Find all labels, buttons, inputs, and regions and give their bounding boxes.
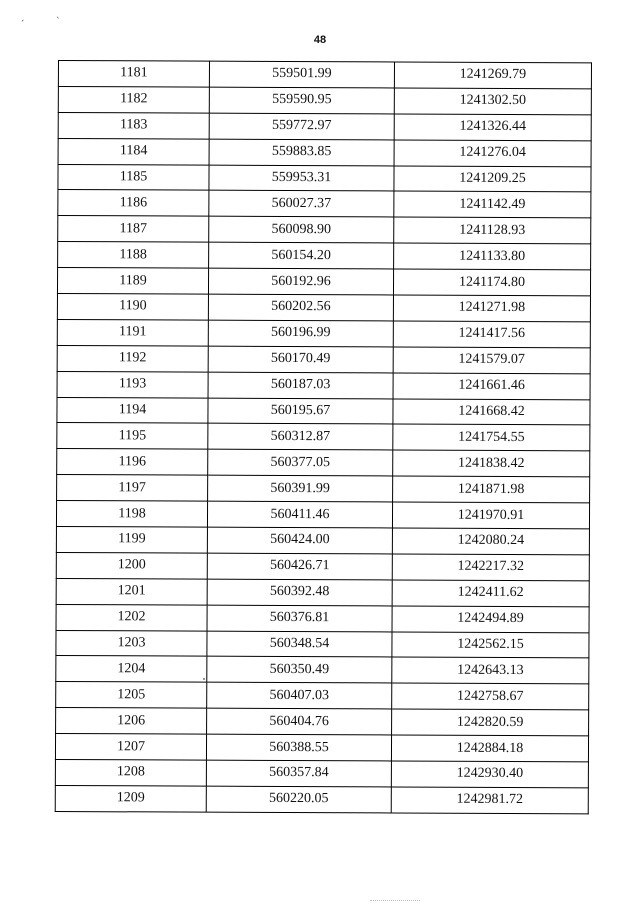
y-coordinate-cell: 1242643.13	[392, 657, 589, 684]
y-coordinate-cell: 1241579.07	[393, 347, 590, 374]
y-coordinate-cell: 1241326.44	[394, 114, 591, 141]
table-row	[58, 190, 591, 218]
x-coordinate-cell: 560377.05	[208, 450, 393, 477]
y-coordinate-cell: 1241417.56	[393, 321, 590, 348]
table-row	[55, 760, 588, 788]
point-number-cell: 1190	[57, 294, 208, 321]
point-number-cell: 1206	[56, 708, 207, 735]
x-coordinate-cell: 559883.85	[209, 139, 394, 166]
table-row	[56, 708, 589, 736]
x-coordinate-cell: 560170.49	[208, 346, 393, 373]
x-coordinate-cell: 560424.00	[207, 527, 392, 554]
y-coordinate-cell: 1242411.62	[392, 580, 589, 607]
table-row	[56, 501, 589, 529]
x-coordinate-cell: 560404.76	[207, 708, 392, 735]
point-number-cell: 1189	[57, 268, 208, 295]
point-number-cell: 1196	[57, 449, 208, 476]
y-coordinate-cell: 1241271.98	[393, 295, 590, 322]
y-coordinate-cell: 1242930.40	[391, 761, 588, 788]
table-row	[57, 294, 590, 322]
table-row	[58, 242, 591, 270]
table-row	[55, 734, 588, 762]
x-coordinate-cell: 560187.03	[208, 372, 393, 399]
point-number-cell: 1201	[56, 578, 207, 605]
coordinates-table-body	[55, 61, 591, 814]
scan-speck	[203, 678, 205, 680]
scan-mark: ˋ	[56, 17, 61, 27]
y-coordinate-cell: 1242494.89	[392, 606, 589, 633]
x-coordinate-cell: 559590.95	[209, 87, 394, 114]
table-row	[57, 475, 590, 503]
table-row	[55, 785, 588, 813]
x-coordinate-cell: 560357.84	[206, 760, 391, 787]
x-coordinate-cell: 559501.99	[209, 61, 394, 88]
y-coordinate-cell: 1242981.72	[391, 787, 588, 814]
x-coordinate-cell: 560411.46	[207, 501, 392, 528]
point-number-cell: 1193	[57, 371, 208, 398]
table-row	[57, 371, 590, 399]
point-number-cell: 1197	[57, 475, 208, 502]
point-number-cell: 1209	[55, 785, 206, 812]
y-coordinate-cell: 1241754.55	[393, 424, 590, 451]
y-coordinate-cell: 1241209.25	[394, 166, 591, 193]
point-number-cell: 1202	[56, 604, 207, 631]
table-row	[57, 397, 590, 425]
x-coordinate-cell: 560348.54	[207, 631, 392, 658]
x-coordinate-cell: 560098.90	[209, 217, 394, 244]
point-number-cell: 1181	[58, 61, 209, 88]
y-coordinate-cell: 1242884.18	[391, 735, 588, 762]
y-coordinate-cell: 1241133.80	[394, 243, 591, 270]
point-number-cell: 1207	[55, 734, 206, 761]
x-coordinate-cell: 560376.81	[207, 605, 392, 632]
point-number-cell: 1187	[58, 216, 209, 243]
y-coordinate-cell: 1241174.80	[393, 269, 590, 296]
point-number-cell: 1184	[58, 138, 209, 165]
y-coordinate-cell: 1242562.15	[392, 632, 589, 659]
point-number-cell: 1182	[58, 86, 209, 113]
coordinates-table-wrapper	[55, 60, 588, 814]
x-coordinate-cell: 560407.03	[207, 683, 392, 710]
point-number-cell: 1198	[56, 501, 207, 528]
table-row	[58, 138, 591, 166]
table-row	[56, 682, 589, 710]
point-number-cell: 1195	[57, 423, 208, 450]
table-row	[56, 552, 589, 580]
x-coordinate-cell: 560312.87	[208, 424, 393, 451]
table-row	[58, 112, 591, 140]
point-number-cell: 1194	[57, 397, 208, 424]
x-coordinate-cell: 560196.99	[208, 320, 393, 347]
point-number-cell: 1203	[56, 630, 207, 657]
point-number-cell: 1183	[58, 112, 209, 139]
point-number-cell: 1192	[57, 345, 208, 372]
point-number-cell: 1199	[56, 527, 207, 554]
point-number-cell: 1200	[56, 552, 207, 579]
table-row	[57, 345, 590, 373]
point-number-cell: 1208	[55, 760, 206, 787]
point-number-cell: 1185	[58, 164, 209, 191]
table-row	[58, 86, 591, 114]
x-coordinate-cell: 560350.49	[207, 657, 392, 684]
table-row	[57, 319, 590, 347]
table-row	[58, 164, 591, 192]
y-coordinate-cell: 1241276.04	[394, 140, 591, 167]
x-coordinate-cell: 560195.67	[208, 398, 393, 425]
table-row	[58, 216, 591, 244]
y-coordinate-cell: 1241142.49	[394, 191, 591, 218]
x-coordinate-cell: 559953.31	[209, 165, 394, 192]
y-coordinate-cell: 1241128.93	[394, 217, 591, 244]
y-coordinate-cell: 1242080.24	[392, 528, 589, 555]
scan-artifact	[370, 900, 420, 902]
x-coordinate-cell: 560391.99	[208, 475, 393, 502]
y-coordinate-cell: 1241661.46	[393, 373, 590, 400]
y-coordinate-cell: 1242820.59	[392, 709, 589, 736]
x-coordinate-cell: 560426.71	[207, 553, 392, 580]
y-coordinate-cell: 1242217.32	[392, 554, 589, 581]
point-number-cell: 1205	[56, 682, 207, 709]
x-coordinate-cell: 560388.55	[206, 734, 391, 761]
x-coordinate-cell: 560192.96	[208, 268, 393, 295]
table-row	[56, 604, 589, 632]
x-coordinate-cell: 560392.48	[207, 579, 392, 606]
x-coordinate-cell: 559772.97	[209, 113, 394, 140]
y-coordinate-cell: 1241668.42	[393, 399, 590, 426]
x-coordinate-cell: 560027.37	[209, 191, 394, 218]
y-coordinate-cell: 1241302.50	[394, 88, 591, 115]
point-number-cell: 1188	[58, 242, 209, 269]
page-number: 48	[313, 34, 327, 46]
y-coordinate-cell: 1242758.67	[392, 683, 589, 710]
table-row	[56, 527, 589, 555]
y-coordinate-cell: 1241838.42	[393, 450, 590, 477]
table-row	[57, 423, 590, 451]
table-row	[56, 578, 589, 606]
x-coordinate-cell: 560154.20	[209, 242, 394, 269]
table-row	[57, 268, 590, 296]
table-row	[58, 61, 591, 89]
y-coordinate-cell: 1241871.98	[393, 476, 590, 503]
y-coordinate-cell: 1241269.79	[394, 62, 591, 89]
x-coordinate-cell: 560202.56	[208, 294, 393, 321]
y-coordinate-cell: 1241970.91	[392, 502, 589, 529]
table-row	[56, 630, 589, 658]
x-coordinate-cell: 560220.05	[206, 786, 391, 813]
point-number-cell: 1191	[57, 319, 208, 346]
point-number-cell: 1204	[56, 656, 207, 683]
coordinates-table	[55, 60, 592, 814]
table-row	[56, 656, 589, 684]
table-row	[57, 449, 590, 477]
point-number-cell: 1186	[58, 190, 209, 217]
scan-mark: ˊ	[20, 20, 25, 30]
